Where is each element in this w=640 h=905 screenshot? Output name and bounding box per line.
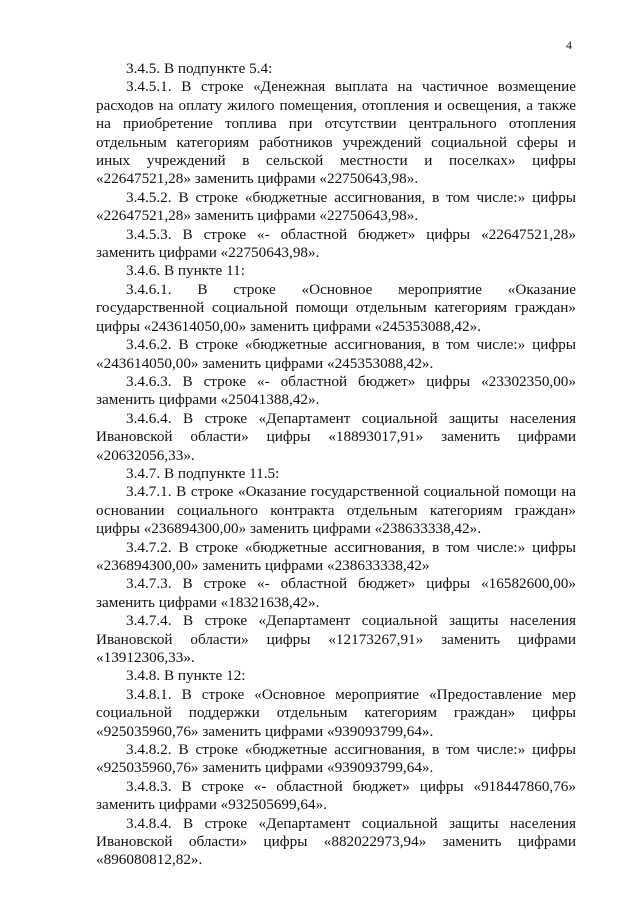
clause-3-4-7-3: 3.4.7.3. В строке «- областной бюджет» цифры «16582600,00» заменить цифрами «18321638,42». — [96, 575, 576, 611]
clause-3-4-5-2: 3.4.5.2. В строке «бюджетные ассигнования, в том числе:» цифры «22647521,28» заменить цифрами «22750643,98». — [96, 188, 576, 225]
clause-3-4-6-4: 3.4.6.4. В строке «Департамент социальной защиты населения Ивановской области» цифры «18893017,91» заменить цифрами «20632056,33». — [96, 409, 576, 464]
section-heading-3-4-7: 3.4.7. В подпункте 11.5: — [126, 464, 280, 482]
clause-3-4-8-1: 3.4.8.1. В строке «Основное мероприятие «Предоставление мер социальной поддержки отдельным категориям граждан» цифры «925035960,76» заменить цифрами «939093799,64». — [96, 685, 576, 740]
section-heading-3-4-6: 3.4.6. В пункте 11: — [126, 262, 245, 280]
clause-3-4-5-3: 3.4.5.3. В строке «- областной бюджет» цифры «22647521,28» заменить цифрами «22750643,98». — [96, 225, 576, 262]
clause-3-4-6-3: 3.4.6.3. В строке «- областной бюджет» цифры «23302350,00» заменить цифрами «25041388,42». — [96, 372, 576, 409]
clause-3-4-6-1: 3.4.6.1. В строке «Основное мероприятие «Оказание государственной социальной помощи отдельным категориям граждан» цифры «243614050,00» заменить цифрами «245353088,42». — [96, 280, 576, 335]
page-number: 4 — [566, 38, 572, 52]
clause-3-4-5-1: 3.4.5.1. В строке «Денежная выплата на частичное возмещение расходов на оплату жилого помещения, отопления и освещения, а также на приобретение топлива при отсутствии центрального отопления отдельным категориям работников учреждений социальной сферы и иных учреждений в сельской местности и поселках» цифры «22647521,28» заменить цифрами «22750643,98». — [96, 78, 576, 188]
section-heading-3-4-8: 3.4.8. В пункте 12: — [126, 667, 246, 685]
clause-3-4-7-1: 3.4.7.1. В строке «Оказание государственной социальной помощи на основании социального контракта отдельным категориям граждан» цифры «236894300,00» заменить цифрами «238633338,42». — [96, 483, 576, 538]
clause-3-4-8-4: 3.4.8.4. В строке «Департамент социальной защиты населения Ивановской области» цифры «882022973,94» заменить цифрами «896080812,82». — [96, 814, 576, 869]
clause-3-4-7-4: 3.4.7.4. В строке «Департамент социальной защиты населения Ивановской области» цифры «12173267,91» заменить цифрами «13912306,33». — [96, 612, 576, 666]
document-body — [96, 60, 576, 870]
clause-3-4-7-2: 3.4.7.2. В строке «бюджетные ассигнования, в том числе:» цифры «236894300,00» заменить цифрами «238633338,42» — [96, 538, 576, 574]
clause-3-4-8-3: 3.4.8.3. В строке «- областной бюджет» цифры «918447860,76» заменить цифрами «932505699,64». — [96, 777, 576, 814]
clause-3-4-6-2: 3.4.6.2. В строке «бюджетные ассигнования, в том числе:» цифры «243614050,00» заменить цифрами «245353088,42». — [96, 336, 576, 372]
section-heading-3-4-5: 3.4.5. В подпункте 5.4: — [126, 60, 273, 77]
clause-3-4-8-2: 3.4.8.2. В строке «бюджетные ассигнования, в том числе:» цифры «925035960,76» заменить цифрами «939093799,64». — [96, 741, 576, 777]
